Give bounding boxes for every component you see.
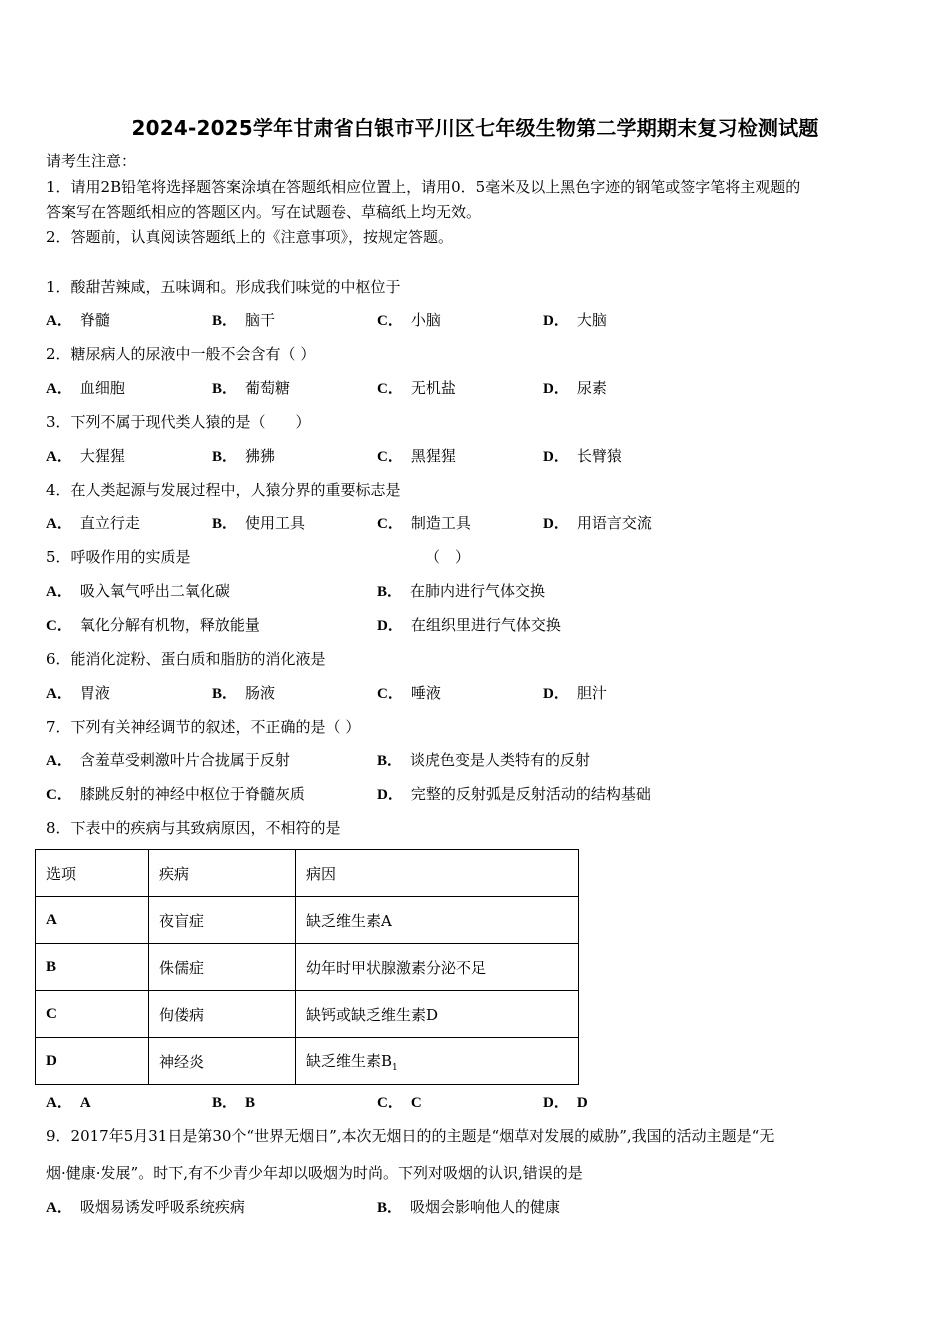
option-text: 血细胞 xyxy=(79,379,125,397)
notice-line: 答案写在答题纸相应的答题区内。写在试题卷、草稿纸上均无效。 xyxy=(46,203,482,221)
option-label: A． xyxy=(46,1095,72,1111)
option-b[interactable] xyxy=(212,446,275,467)
question-stem: 7．下列有关神经调节的叙述，不正确的是（ ） xyxy=(46,718,361,736)
table-cell-option: D xyxy=(36,1038,149,1085)
cause-text: 缺乏维生素B xyxy=(306,1051,393,1070)
option-text: 大脑 xyxy=(576,311,607,329)
option-label: A． xyxy=(46,753,72,769)
option-label: C． xyxy=(377,381,403,397)
option-c[interactable] xyxy=(46,615,260,636)
table-header-cell: 病因 xyxy=(296,850,579,897)
option-text: 大猩猩 xyxy=(79,447,125,465)
option-text: C xyxy=(410,1095,422,1111)
option-text: 肠液 xyxy=(245,684,276,702)
option-label: A． xyxy=(46,1200,72,1216)
option-text: A xyxy=(79,1095,91,1111)
question-stem: 6．能消化淀粉、蛋白质和脂肪的消化液是 xyxy=(46,650,326,668)
option-text: 长臂猿 xyxy=(576,447,622,465)
option-text: 直立行走 xyxy=(79,514,140,532)
option-d[interactable] xyxy=(543,1092,596,1113)
option-a[interactable] xyxy=(46,581,230,602)
option-d[interactable] xyxy=(543,310,607,331)
option-label: D． xyxy=(543,1095,569,1111)
option-label: D． xyxy=(543,313,569,329)
option-b[interactable] xyxy=(377,750,590,771)
table-row xyxy=(36,991,579,1038)
option-label: A． xyxy=(46,449,72,465)
table-cell-cause: 缺乏维生素A xyxy=(296,897,579,944)
option-label: D． xyxy=(543,686,569,702)
option-d[interactable] xyxy=(543,446,622,467)
table-header-row xyxy=(36,850,579,897)
option-label: A． xyxy=(46,516,72,532)
option-label: B． xyxy=(212,313,238,329)
option-label: B． xyxy=(377,584,403,600)
option-b[interactable] xyxy=(212,1092,263,1113)
option-d[interactable] xyxy=(377,615,561,636)
option-c[interactable] xyxy=(377,378,456,399)
option-c[interactable] xyxy=(377,683,441,704)
table-cell-cause xyxy=(296,1038,579,1085)
table-cell-cause: 缺钙或缺乏维生素D xyxy=(296,991,579,1038)
disease-table xyxy=(35,849,579,1085)
option-text: 尿素 xyxy=(576,379,607,397)
option-a[interactable] xyxy=(46,1092,99,1113)
option-label: B． xyxy=(212,686,238,702)
table-cell-option: B xyxy=(36,944,149,991)
option-label: C． xyxy=(377,313,403,329)
option-text: 完整的反射弧是反射活动的结构基础 xyxy=(410,785,651,803)
option-text: 使用工具 xyxy=(245,514,306,532)
option-c[interactable] xyxy=(377,310,441,331)
option-text: 用语言交流 xyxy=(576,514,652,532)
option-label: C． xyxy=(377,1095,403,1111)
option-text: 在组织里进行气体交换 xyxy=(410,616,561,634)
option-text: 含羞草受刺激叶片合拢属于反射 xyxy=(79,751,290,769)
notice-line: 1．请用2B铅笔将选择题答案涂填在答题纸相应位置上，请用0．5毫米及以上黑色字迹的钢笔或签字笔将主观题的 xyxy=(46,178,801,196)
question-stem: 1．酸甜苦辣咸，五味调和。形成我们味觉的中枢位于 xyxy=(46,278,401,296)
option-b[interactable] xyxy=(212,310,275,331)
option-b[interactable] xyxy=(212,378,290,399)
option-label: B． xyxy=(212,381,238,397)
option-d[interactable] xyxy=(543,378,607,399)
question-stem: 9．2017年5月31日是第30个“世界无烟日”,本次无烟日的的主题是“烟草对发展的威胁”,我国的活动主题是“无 xyxy=(46,1127,775,1145)
option-label: D． xyxy=(543,449,569,465)
page-title: 2024-2025学年甘肃省白银市平川区七年级生物第二学期期末复习检测试题 xyxy=(131,116,819,140)
option-text: B xyxy=(245,1095,256,1111)
table-header-cell: 选项 xyxy=(36,850,149,897)
option-a[interactable] xyxy=(46,446,125,467)
option-b[interactable] xyxy=(377,581,545,602)
option-d[interactable] xyxy=(543,513,652,534)
question-stem: 4．在人类起源与发展过程中，人猿分界的重要标志是 xyxy=(46,481,401,499)
option-label: B． xyxy=(377,753,403,769)
option-text: 小脑 xyxy=(410,311,441,329)
option-b[interactable] xyxy=(212,513,305,534)
option-a[interactable] xyxy=(46,683,110,704)
option-text: 胃液 xyxy=(79,684,110,702)
table-cell-option: A xyxy=(36,897,149,944)
option-c[interactable] xyxy=(377,1092,430,1113)
option-text: 吸烟会影响他人的健康 xyxy=(410,1198,561,1216)
question-stem: 8．下表中的疾病与其致病原因，不相符的是 xyxy=(46,819,341,837)
question-paren: （ ） xyxy=(425,548,471,566)
table-cell-disease: 夜盲症 xyxy=(149,897,296,944)
option-a[interactable] xyxy=(46,1197,245,1218)
option-text: 脊髓 xyxy=(79,311,110,329)
option-label: B． xyxy=(377,1200,403,1216)
option-label: A． xyxy=(46,381,72,397)
option-label: D． xyxy=(377,618,403,634)
option-text: 狒狒 xyxy=(245,447,276,465)
table-cell-disease: 佝偻病 xyxy=(149,991,296,1038)
question-stem: 烟·健康·发展”。时下,有不少青少年却以吸烟为时尚。下列对吸烟的认识,错误的是 xyxy=(46,1164,583,1182)
option-label: A． xyxy=(46,584,72,600)
option-label: D． xyxy=(543,516,569,532)
option-text: 唾液 xyxy=(410,684,441,702)
option-label: D． xyxy=(377,787,403,803)
notice-heading: 请考生注意： xyxy=(46,152,137,170)
option-c[interactable] xyxy=(377,513,471,534)
table-header-cell: 疾病 xyxy=(149,850,296,897)
option-text: 在肺内进行气体交换 xyxy=(410,582,546,600)
question-stem: 2．糖尿病人的尿液中一般不会含有（ ） xyxy=(46,345,316,363)
option-text: D xyxy=(576,1095,588,1111)
table-row xyxy=(36,897,579,944)
option-text: 胆汁 xyxy=(576,684,607,702)
notice-line: 2．答题前，认真阅读答题纸上的《注意事项》，按规定答题。 xyxy=(46,228,454,246)
option-text: 葡萄糖 xyxy=(245,379,291,397)
table-row xyxy=(36,944,579,991)
option-d[interactable] xyxy=(543,683,607,704)
option-text: 氧化分解有机物，释放能量 xyxy=(79,616,260,634)
table-cell-option: C xyxy=(36,991,149,1038)
option-label: B． xyxy=(212,449,238,465)
option-b[interactable] xyxy=(212,683,275,704)
table-cell-disease: 神经炎 xyxy=(149,1038,296,1085)
table-cell-disease: 侏儒症 xyxy=(149,944,296,991)
option-a[interactable] xyxy=(46,310,110,331)
option-label: D． xyxy=(543,381,569,397)
option-text: 脑干 xyxy=(245,311,276,329)
option-label: C． xyxy=(46,618,72,634)
option-label: B． xyxy=(212,516,238,532)
table-row xyxy=(36,1038,579,1085)
option-label: C． xyxy=(377,516,403,532)
question-stem: 3．下列不属于现代类人猿的是（ ） xyxy=(46,413,311,431)
question-stem: 5．呼吸作用的实质是 xyxy=(46,548,191,566)
option-c[interactable] xyxy=(377,446,456,467)
option-a[interactable] xyxy=(46,750,290,771)
option-a[interactable] xyxy=(46,513,140,534)
option-label: A． xyxy=(46,686,72,702)
option-text: 吸入氧气呼出二氧化碳 xyxy=(79,582,230,600)
option-text: 吸烟易诱发呼吸系统疾病 xyxy=(79,1198,245,1216)
option-text: 无机盐 xyxy=(410,379,456,397)
option-label: C． xyxy=(46,787,72,803)
option-text: 谈虎色变是人类特有的反射 xyxy=(410,751,591,769)
option-b[interactable] xyxy=(377,1197,560,1218)
option-text: 黑猩猩 xyxy=(410,447,456,465)
option-a[interactable] xyxy=(46,378,125,399)
option-label: C． xyxy=(377,686,403,702)
option-label: C． xyxy=(377,449,403,465)
cause-subscript: 1 xyxy=(392,1062,398,1073)
table-cell-cause: 幼年时甲状腺激素分泌不足 xyxy=(296,944,579,991)
option-d[interactable] xyxy=(377,784,651,805)
option-c[interactable] xyxy=(46,784,305,805)
option-label: B． xyxy=(212,1095,238,1111)
option-text: 制造工具 xyxy=(410,514,471,532)
option-text: 膝跳反射的神经中枢位于脊髓灰质 xyxy=(79,785,305,803)
option-label: A． xyxy=(46,313,72,329)
